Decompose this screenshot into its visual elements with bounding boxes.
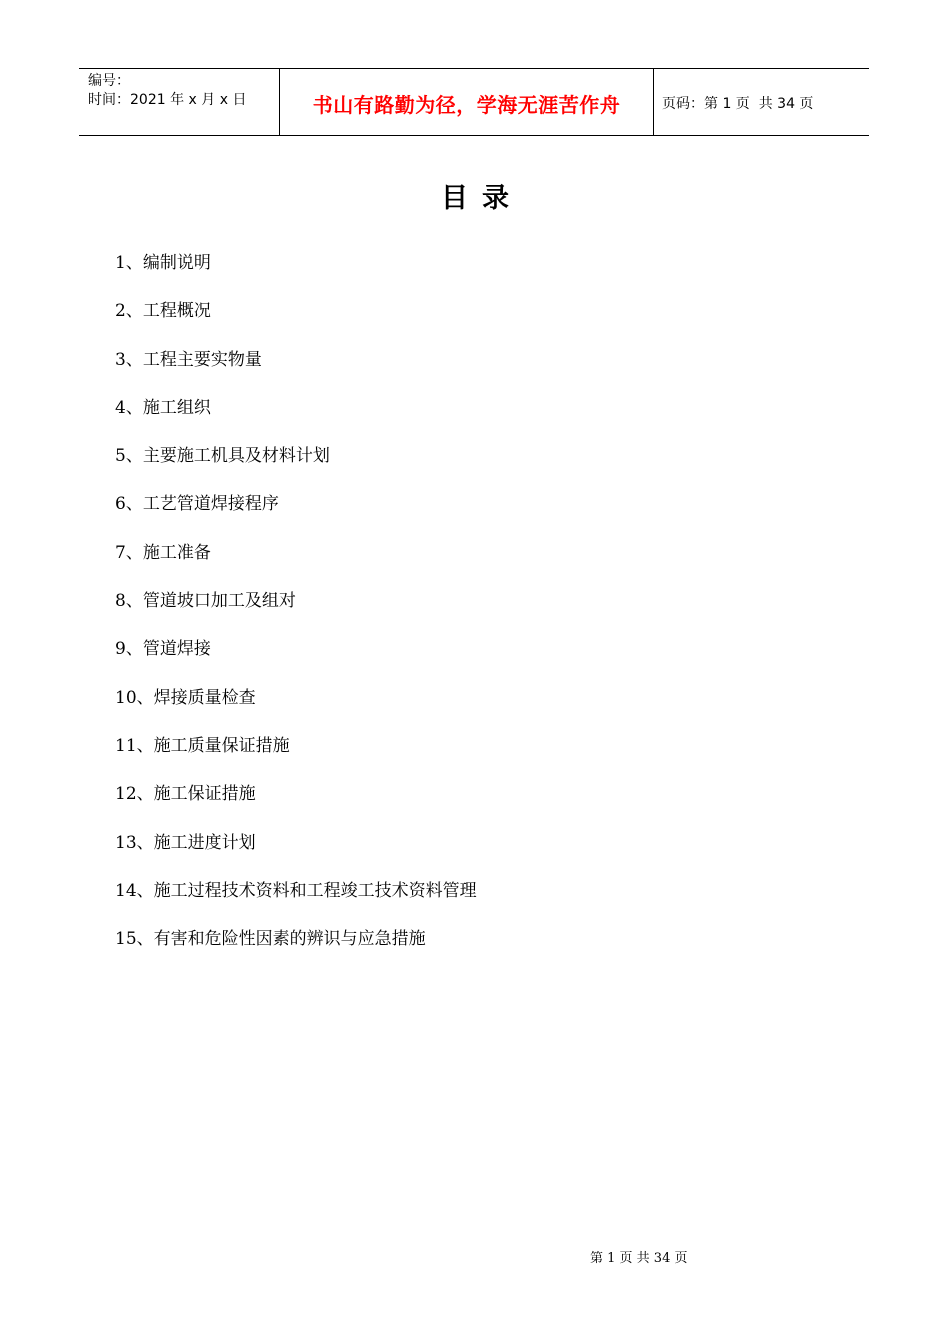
toc-item: 1、编制说明 [115, 253, 211, 273]
toc-item: 3、工程主要实物量 [115, 349, 262, 370]
toc-item: 4、施工组织 [115, 397, 211, 418]
toc-item: 7、施工准备 [115, 542, 211, 563]
toc-item: 13、施工进度计划 [115, 832, 256, 853]
toc-item: 8、管道坡口加工及组对 [115, 591, 296, 612]
header-page-info: 页码：第 1 页 共 34 页 [662, 96, 814, 112]
page-footer: 第 1 页 共 34 页 [590, 1251, 688, 1266]
document-time-label: 时间：2021 年 x 月 x 日 [88, 92, 247, 108]
header-meta-cell [79, 69, 280, 135]
header-motto: 书山有路勤为径，学海无涯苦作舟 [280, 69, 654, 135]
toc-item: 11、施工质量保证措施 [115, 735, 290, 756]
toc-item: 2、工程概况 [115, 301, 211, 322]
toc-item: 9、管道焊接 [115, 639, 211, 660]
toc-title: 目录 [441, 183, 523, 214]
toc-item: 5、主要施工机具及材料计划 [115, 446, 330, 467]
toc-list [115, 249, 477, 973]
toc-item: 10、焊接质量检查 [115, 687, 256, 708]
toc-item: 15、有害和危险性因素的辨识与应急措施 [115, 929, 426, 950]
document-header [79, 68, 869, 136]
toc-item: 6、工艺管道焊接程序 [115, 494, 279, 515]
toc-item: 12、施工保证措施 [115, 784, 256, 805]
toc-item: 14、施工过程技术资料和工程竣工技术资料管理 [115, 880, 477, 901]
document-number-label: 编号： [88, 73, 130, 89]
